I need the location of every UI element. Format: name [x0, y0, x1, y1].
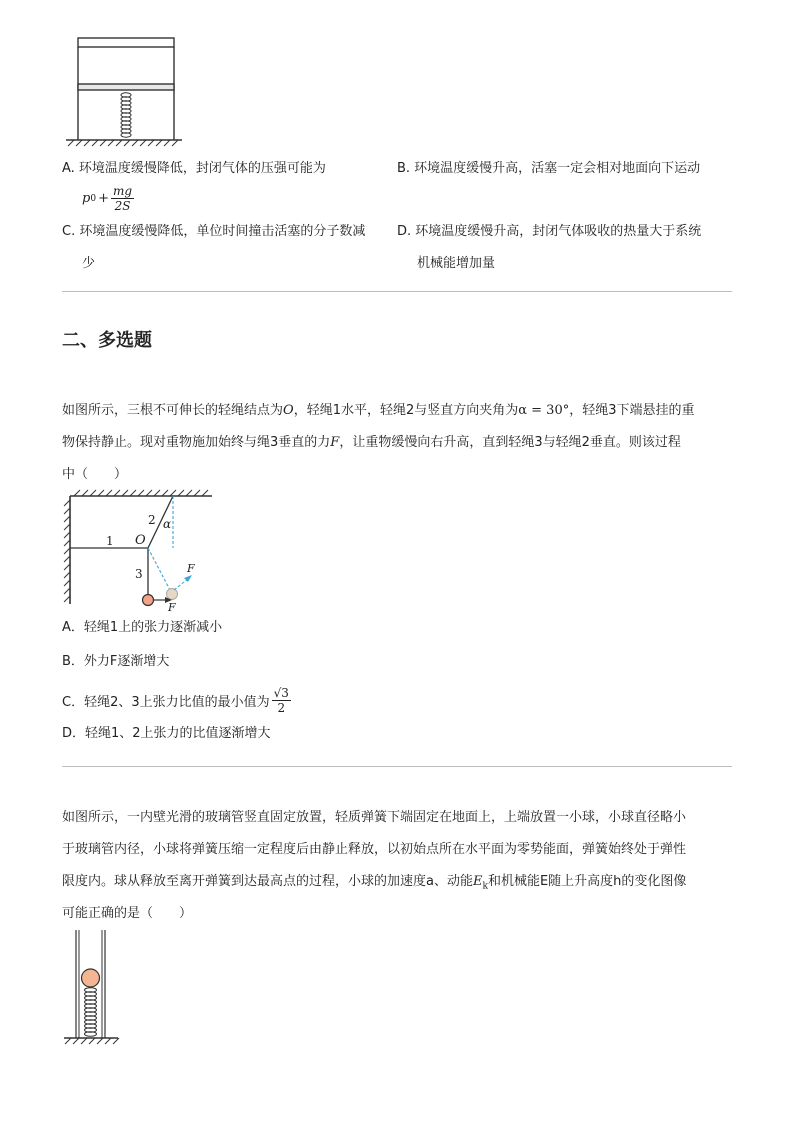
q3-stem-line1: 如图所示，一内壁光滑的玻璃管竖直固定放置，轻质弹簧下端固定在地面上，上端放置一小球，小球直径略小 [62, 810, 687, 825]
section-title: 二、多选题 [62, 330, 152, 351]
q1-option-c[interactable]: C. 环境温度缓慢降低，单位时间撞击活塞的分子数减 少 [62, 224, 366, 271]
q1-option-d[interactable]: D. 环境温度缓慢升高，封闭气体吸收的热量大于系统 机械能增加量 [397, 224, 702, 271]
piston-spring-figure [60, 34, 190, 152]
force-f-label-bottom: F [168, 601, 176, 614]
q1-option-b[interactable]: B. 环境温度缓慢升高，活塞一定会相对地面向下运动 [397, 161, 701, 176]
rope2-label: 2 [148, 513, 156, 527]
tube-spring-ball-figure [60, 926, 130, 1048]
rope3-label: 3 [135, 567, 143, 581]
q2-option-d[interactable]: D．轻绳1、2上张力的比值逐渐增大 [62, 726, 271, 741]
q2-stem-line3: 中（ ） [62, 467, 128, 482]
node-o-label: O [135, 533, 146, 548]
q1-option-a-formula: p 0 + $\frac{mg}{2S}$ [82, 184, 133, 213]
q3-stem-line3: 限度内。球从释放至离开弹簧到达最高点的过程，小球的加速度a、动能$E_k$和机械能E随上升高度h的变化图像 [62, 874, 687, 892]
q1-option-a[interactable] [62, 159, 326, 179]
rope1-label: 1 [106, 534, 114, 548]
q2-option-c[interactable]: C．轻绳2、3上张力比值的最小值为 $\frac{√3}{2}$ [62, 685, 289, 715]
q2-stem-line1: 如图所示，三根不可伸长的轻绳结点为O，轻绳1水平，轻绳2与竖直方向夹角为α = 30°，轻绳3下端悬挂的重 [62, 403, 695, 418]
rope-system-figure [60, 486, 220, 614]
mg-over-2s-fraction: $\frac{mg}{2S}$ [112, 184, 133, 213]
q3-stem-line2: 于玻璃管内径，小球将弹簧压缩一定程度后由静止释放，以初始点所在水平面为零势能面，弹簧始终处于弹性 [62, 842, 687, 857]
divider-2 [62, 766, 732, 767]
q3-stem-line4: 可能正确的是（ ） [62, 906, 193, 921]
sqrt3-over-2-fraction: $\frac{√3}{2}$ [273, 685, 289, 715]
divider-1 [62, 291, 732, 292]
q2-option-a[interactable]: A．轻绳1上的张力逐渐减小 [62, 620, 223, 635]
q1-option-a-text: A. 环境温度缓慢降低，封闭气体的压强可能为 [62, 161, 326, 176]
alpha-label: α [163, 517, 172, 531]
q2-option-b[interactable]: B．外力F逐渐增大 [62, 654, 170, 669]
force-f-label-top: F [187, 562, 195, 575]
q2-stem-line2: 物保持静止。现对重物施加始终与绳3垂直的力F，让重物缓慢向右升高，直到轻绳3与轻绳2垂直。则该过程 [62, 435, 681, 450]
